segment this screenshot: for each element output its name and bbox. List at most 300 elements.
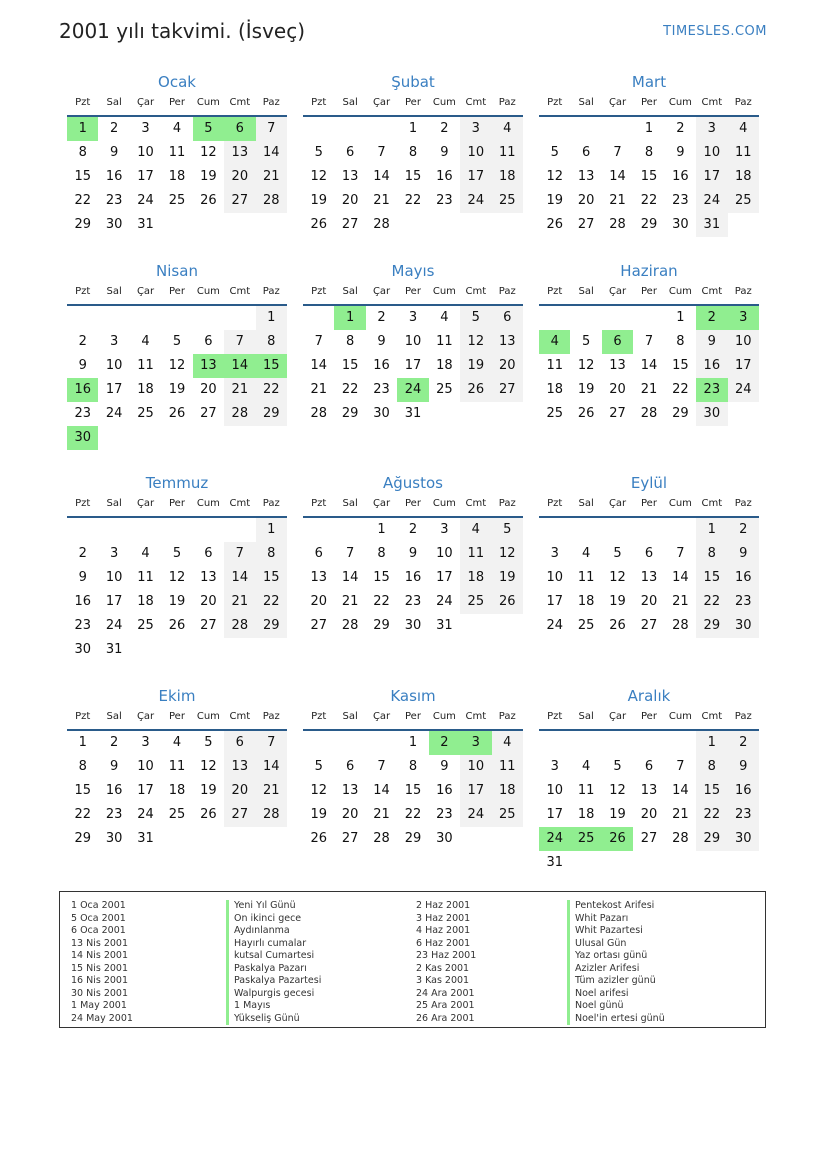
day-cell: 10	[728, 330, 759, 354]
legend-holiday-name: Noel günü	[567, 1000, 665, 1013]
day-cell: 26	[310, 217, 327, 232]
day-cell: 21	[672, 594, 689, 609]
empty-cell	[161, 213, 192, 237]
weekday-label: Sal	[578, 498, 594, 509]
day-cell: 15	[373, 570, 390, 585]
day-cell: 13	[577, 169, 595, 184]
day-cell: 11	[460, 542, 491, 566]
day-cell: 23	[728, 803, 759, 827]
legend-date: 6 Haz 2001	[416, 937, 471, 949]
empty-cell	[256, 638, 287, 662]
empty-cell	[539, 731, 570, 755]
empty-cell	[98, 518, 129, 542]
empty-cell	[366, 117, 397, 141]
day-cell: 12	[609, 570, 626, 585]
legend-holiday-name: Azizler Arifesi	[567, 963, 665, 976]
empty-cell	[460, 614, 491, 638]
day-cell: 18	[577, 807, 595, 822]
day-cell: 21	[609, 193, 626, 208]
weekday-header	[67, 95, 287, 117]
week-row	[303, 330, 523, 354]
week-row	[539, 803, 759, 827]
day-cell: 3	[550, 546, 559, 561]
weekday-label: Sal	[106, 286, 122, 297]
day-cell: 15	[74, 783, 91, 798]
empty-cell	[193, 306, 224, 330]
month-block	[303, 258, 523, 426]
day-cell: 7	[345, 546, 355, 561]
weekday-label: Per	[405, 498, 421, 509]
day-cell: 2	[78, 334, 87, 349]
day-cell: 20	[200, 382, 217, 397]
day-cell: 9	[696, 330, 727, 354]
day-cell: 22	[341, 382, 359, 397]
day-cell: 3	[141, 121, 150, 136]
weekday-label: Paz	[734, 97, 752, 108]
day-cell: 22	[404, 807, 422, 822]
empty-cell	[570, 117, 601, 141]
day-cell: 13	[341, 169, 359, 184]
day-cell: 21	[373, 807, 390, 822]
day-cell: 9	[728, 542, 759, 566]
day-cell: 27	[224, 189, 255, 213]
day-cell: 17	[728, 354, 759, 378]
day-cell: 29	[74, 217, 91, 232]
empty-cell	[602, 117, 633, 141]
day-cell: 26	[546, 217, 563, 232]
day-cell: 5	[492, 518, 523, 542]
weekday-label: Sal	[106, 498, 122, 509]
weekday-label: Çar	[372, 498, 391, 509]
week-row	[67, 731, 287, 755]
weekday-label: Çar	[608, 498, 627, 509]
week-row	[539, 117, 759, 141]
month-name: Temmuz	[145, 474, 209, 492]
weekday-label: Cum	[432, 286, 456, 297]
day-cell: 21	[224, 590, 255, 614]
empty-cell	[98, 426, 129, 450]
legend-date: 1 May 2001	[71, 1000, 127, 1011]
day-cell: 23	[74, 406, 91, 421]
day-cell: 9	[109, 759, 119, 774]
empty-cell	[633, 731, 664, 755]
day-cell: 23	[436, 193, 453, 208]
day-cell: 7	[676, 546, 685, 561]
empty-cell	[67, 306, 98, 330]
month-name: Mayıs	[391, 262, 435, 280]
day-cell: 31	[436, 618, 453, 633]
weekday-label: Cmt	[701, 286, 723, 297]
week-row	[67, 614, 287, 638]
day-cell: 17	[436, 570, 453, 585]
brand-logo[interactable]: TIMESLES.COM	[663, 24, 767, 39]
legend-holiday-name: kutsal Cumartesi	[226, 950, 321, 963]
day-cell: 3	[550, 759, 559, 774]
legend-holiday-name: Yeni Yıl Günü	[226, 900, 321, 913]
legend-holiday-name: Hayırlı cumalar	[226, 938, 321, 951]
day-cell: 25	[460, 590, 491, 614]
month-name: Kasım	[390, 687, 436, 705]
day-cell: 20	[224, 165, 255, 189]
day-cell: 6	[644, 759, 654, 774]
month-name: Haziran	[620, 262, 678, 280]
month-name: Nisan	[156, 262, 198, 280]
day-cell: 2	[377, 310, 386, 325]
empty-cell	[161, 518, 192, 542]
day-cell: 13	[640, 783, 658, 798]
day-cell: 11	[577, 570, 595, 585]
weekday-label: Çar	[608, 286, 627, 297]
day-cell: 8	[408, 759, 418, 774]
weekday-label: Çar	[372, 286, 391, 297]
day-cell: 16	[105, 169, 123, 184]
week-row	[67, 779, 287, 803]
day-cell: 4	[440, 310, 449, 325]
day-cell: 5	[314, 145, 323, 160]
empty-cell	[303, 306, 334, 330]
day-cell: 10	[546, 783, 563, 798]
holiday-legend	[59, 891, 766, 1028]
empty-cell	[334, 518, 365, 542]
legend-holiday-name: Yükseliş Günü	[226, 1013, 321, 1026]
day-cell: 13	[193, 354, 224, 378]
day-cell: 27	[341, 217, 359, 232]
day-cell: 5	[172, 334, 182, 349]
legend-date: 2 Haz 2001	[416, 900, 471, 911]
weekday-label: Per	[169, 286, 185, 297]
weekday-label: Çar	[372, 97, 391, 108]
day-cell: 26	[602, 827, 633, 851]
weekday-label: Sal	[106, 97, 122, 108]
weekday-label: Paz	[498, 97, 516, 108]
empty-cell	[256, 426, 287, 450]
day-cell: 10	[436, 546, 453, 561]
day-cell: 25	[137, 406, 154, 421]
empty-cell	[539, 518, 570, 542]
empty-cell	[130, 638, 161, 662]
day-cell: 24	[546, 618, 563, 633]
day-cell: 26	[310, 831, 327, 846]
day-cell: 29	[696, 827, 727, 851]
weekday-label: Çar	[608, 97, 627, 108]
week-row	[303, 518, 523, 542]
day-cell: 14	[256, 141, 287, 165]
week-row	[539, 566, 759, 590]
weekday-label: Cum	[196, 286, 220, 297]
day-cell: 4	[581, 759, 591, 774]
empty-cell	[193, 426, 224, 450]
weekday-label: Per	[405, 711, 421, 722]
weekday-label: Çar	[136, 286, 155, 297]
day-cell: 15	[696, 779, 727, 803]
weekday-header	[67, 284, 287, 306]
day-cell: 16	[436, 169, 453, 184]
day-cell: 29	[373, 618, 390, 633]
legend-holiday-name: Paskalya Pazarı	[226, 963, 321, 976]
day-cell: 30	[728, 614, 759, 638]
empty-cell	[460, 402, 491, 426]
day-cell: 24	[460, 803, 491, 827]
day-cell: 4	[539, 330, 570, 354]
month-block	[539, 258, 759, 426]
day-cell: 9	[109, 145, 119, 160]
day-cell: 27	[224, 803, 255, 827]
legend-date: 3 Kas 2001	[416, 975, 470, 986]
day-cell: 1	[408, 121, 418, 136]
week-row	[303, 117, 523, 141]
legend-date: 30 Nis 2001	[71, 987, 128, 999]
empty-cell	[224, 426, 255, 450]
day-cell: 1	[256, 518, 287, 542]
day-cell: 30	[74, 642, 91, 657]
day-cell: 13	[640, 570, 658, 585]
weekday-label: Pzt	[311, 97, 327, 108]
week-row	[539, 330, 759, 354]
day-cell: 18	[436, 358, 453, 373]
day-cell: 23	[728, 590, 759, 614]
day-cell: 31	[696, 213, 727, 237]
weekday-label: Paz	[734, 498, 752, 509]
day-cell: 6	[204, 546, 213, 561]
legend-holiday-name: Noel arifesi	[567, 988, 665, 1001]
day-cell: 19	[168, 382, 186, 397]
day-cell: 15	[640, 169, 658, 184]
day-cell: 28	[224, 402, 255, 426]
weekday-header	[303, 496, 523, 518]
weekday-label: Sal	[342, 711, 358, 722]
week-row	[67, 330, 287, 354]
day-cell: 3	[460, 731, 491, 755]
day-cell: 24	[728, 378, 759, 402]
day-cell: 11	[492, 141, 523, 165]
weekday-label: Pzt	[75, 498, 91, 509]
day-cell: 11	[577, 783, 595, 798]
day-cell: 20	[640, 807, 658, 822]
day-cell: 19	[200, 169, 217, 184]
day-cell: 16	[696, 354, 727, 378]
day-cell: 2	[728, 518, 759, 542]
weekday-label: Cmt	[229, 498, 251, 509]
day-cell: 16	[728, 566, 759, 590]
day-cell: 8	[256, 330, 287, 354]
weekday-label: Cum	[196, 97, 220, 108]
day-cell: 13	[200, 570, 217, 585]
day-cell: 28	[609, 217, 626, 232]
day-cell: 21	[640, 382, 658, 397]
day-cell: 27	[609, 406, 626, 421]
week-row	[539, 614, 759, 638]
weekday-label: Per	[405, 286, 421, 297]
empty-cell	[161, 306, 192, 330]
weekday-label: Per	[169, 711, 185, 722]
day-cell: 17	[696, 165, 727, 189]
empty-cell	[303, 731, 334, 755]
weekday-header	[539, 95, 759, 117]
day-cell: 29	[341, 406, 359, 421]
day-cell: 28	[373, 831, 390, 846]
empty-cell	[224, 306, 255, 330]
week-row	[67, 426, 287, 450]
day-cell: 4	[141, 546, 150, 561]
day-cell: 6	[345, 145, 355, 160]
day-cell: 1	[696, 731, 727, 755]
week-row	[303, 213, 523, 237]
day-cell: 1	[334, 306, 365, 330]
day-cell: 21	[310, 382, 327, 397]
day-cell: 9	[676, 145, 685, 160]
legend-holiday-name: Whit Pazartesi	[567, 925, 665, 938]
empty-cell	[665, 851, 696, 875]
weekday-label: Sal	[342, 498, 358, 509]
day-cell: 12	[200, 759, 217, 774]
day-cell: 25	[168, 807, 186, 822]
day-cell: 20	[577, 193, 595, 208]
week-row	[303, 306, 523, 330]
day-cell: 20	[492, 354, 523, 378]
day-cell: 12	[200, 145, 217, 160]
empty-cell	[130, 306, 161, 330]
empty-cell	[633, 851, 664, 875]
day-cell: 24	[696, 189, 727, 213]
week-row	[539, 542, 759, 566]
day-cell: 24	[539, 827, 570, 851]
day-cell: 9	[377, 334, 386, 349]
day-cell: 16	[74, 594, 91, 609]
day-cell: 22	[256, 590, 287, 614]
day-cell: 18	[460, 566, 491, 590]
day-cell: 28	[672, 618, 689, 633]
weekday-header	[539, 496, 759, 518]
weekday-label: Cmt	[465, 498, 487, 509]
week-row	[539, 213, 759, 237]
legend-holiday-name: Ulusal Gün	[567, 938, 665, 951]
month-name: Eylül	[630, 474, 668, 492]
day-cell: 20	[609, 382, 626, 397]
day-cell: 1	[696, 518, 727, 542]
day-cell: 24	[397, 378, 428, 402]
month-name: Aralık	[627, 687, 671, 705]
day-cell: 10	[105, 358, 123, 373]
day-cell: 15	[696, 566, 727, 590]
day-cell: 14	[224, 566, 255, 590]
day-cell: 24	[137, 193, 154, 208]
legend-holiday-name: Whit Pazarı	[567, 913, 665, 926]
day-cell: 5	[460, 306, 491, 330]
day-cell: 12	[310, 783, 327, 798]
day-cell: 29	[404, 831, 422, 846]
legend-holiday-name: Tüm azizler günü	[567, 975, 665, 988]
day-cell: 12	[460, 330, 491, 354]
weekday-header	[303, 284, 523, 306]
day-cell: 28	[256, 189, 287, 213]
day-cell: 17	[137, 169, 154, 184]
empty-cell	[602, 306, 633, 330]
empty-cell	[397, 213, 428, 237]
legend-date: 2 Kas 2001	[416, 962, 470, 974]
day-cell: 14	[341, 570, 359, 585]
empty-cell	[256, 213, 287, 237]
week-row	[303, 614, 523, 638]
weekday-label: Pzt	[311, 498, 327, 509]
day-cell: 28	[640, 406, 658, 421]
day-cell: 31	[105, 642, 123, 657]
day-cell: 1	[67, 117, 98, 141]
empty-cell	[429, 213, 460, 237]
day-cell: 17	[404, 358, 422, 373]
day-cell: 12	[577, 358, 595, 373]
day-cell: 9	[440, 145, 449, 160]
day-cell: 12	[546, 169, 563, 184]
day-cell: 8	[676, 334, 685, 349]
empty-cell	[193, 827, 224, 851]
week-row	[67, 306, 287, 330]
empty-cell	[728, 213, 759, 237]
day-cell: 18	[728, 165, 759, 189]
day-cell: 6	[204, 334, 213, 349]
day-cell: 7	[224, 330, 255, 354]
day-cell: 20	[224, 779, 255, 803]
day-cell: 19	[310, 193, 327, 208]
day-cell: 6	[314, 546, 323, 561]
weekday-label: Sal	[578, 711, 594, 722]
day-cell: 10	[546, 570, 563, 585]
empty-cell	[492, 213, 523, 237]
day-cell: 8	[377, 546, 386, 561]
empty-cell	[570, 731, 601, 755]
day-cell: 20	[310, 594, 327, 609]
day-cell: 12	[310, 169, 327, 184]
empty-cell	[334, 731, 365, 755]
legend-date: 24 Ara 2001	[416, 987, 475, 999]
day-cell: 26	[492, 590, 523, 614]
day-cell: 4	[728, 117, 759, 141]
day-cell: 24	[137, 807, 154, 822]
day-cell: 17	[460, 779, 491, 803]
day-cell: 21	[224, 378, 255, 402]
week-row	[539, 141, 759, 165]
week-row	[67, 827, 287, 851]
week-row	[539, 354, 759, 378]
day-cell: 2	[429, 731, 460, 755]
empty-cell	[161, 426, 192, 450]
weekday-label: Pzt	[75, 286, 91, 297]
legend-date: 3 Haz 2001	[416, 912, 471, 924]
empty-cell	[539, 117, 570, 141]
week-row	[67, 141, 287, 165]
day-cell: 30	[404, 618, 422, 633]
day-cell: 27	[640, 618, 658, 633]
weekday-label: Pzt	[75, 97, 91, 108]
week-row	[67, 755, 287, 779]
day-cell: 26	[577, 406, 595, 421]
day-cell: 22	[640, 193, 658, 208]
day-cell: 26	[168, 406, 186, 421]
day-cell: 7	[314, 334, 323, 349]
day-cell: 3	[109, 334, 119, 349]
week-row	[67, 518, 287, 542]
empty-cell	[98, 306, 129, 330]
day-cell: 23	[696, 378, 727, 402]
day-cell: 27	[200, 406, 217, 421]
empty-cell	[193, 518, 224, 542]
day-cell: 18	[492, 165, 523, 189]
day-cell: 11	[168, 759, 186, 774]
legend-date: 5 Oca 2001	[71, 912, 126, 924]
week-row	[303, 378, 523, 402]
day-cell: 11	[137, 358, 154, 373]
legend-holiday-name: Walpurgis gecesi	[226, 988, 321, 1001]
month-block	[67, 69, 287, 237]
